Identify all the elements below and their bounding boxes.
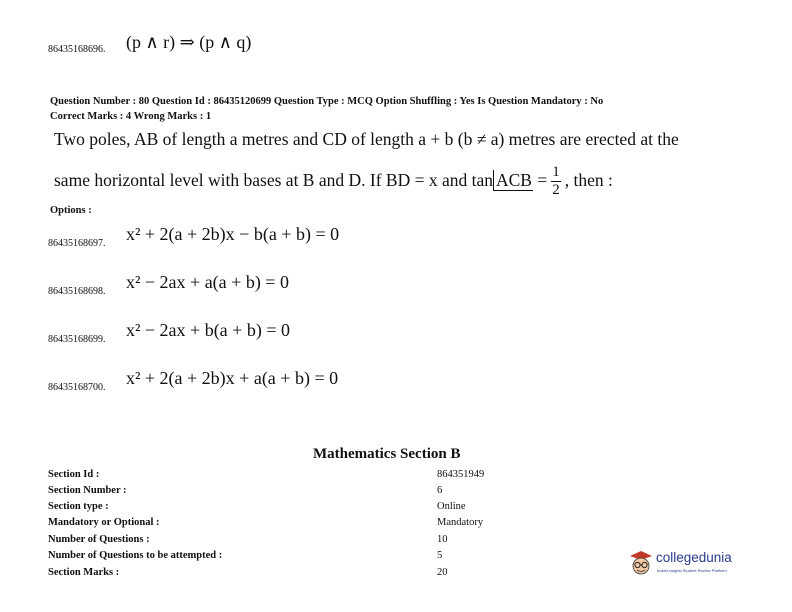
section-info-value: 6 bbox=[437, 485, 443, 496]
fraction-numerator: 1 bbox=[552, 164, 560, 181]
question-text-line-1: Two poles, AB of length a metres and CD of length a + b (b ≠ a) metres are erected at the bbox=[54, 129, 679, 149]
option-id: 86435168700. bbox=[48, 382, 106, 393]
option-id: 86435168697. bbox=[48, 238, 106, 249]
option-expression: x² + 2(a + 2b)x − b(a + b) = 0 bbox=[126, 224, 340, 244]
section-title: Mathematics Section B bbox=[313, 446, 461, 462]
option-id: 86435168698. bbox=[48, 286, 106, 297]
section-info-value: Online bbox=[437, 501, 466, 512]
student-mascot-icon bbox=[626, 548, 656, 578]
section-info-value: Mandatory bbox=[437, 517, 484, 528]
section-info-value: 20 bbox=[437, 567, 448, 578]
question-meta-line: Question Number : 80 Question Id : 86435120699 Question Type : MCQ Option Shuffling : Yes Is Question Mandatory : No bbox=[50, 96, 604, 107]
logo-wordmark: collegedunia bbox=[656, 550, 732, 565]
angle-acb: ACB bbox=[493, 170, 533, 191]
section-info-value: 10 bbox=[437, 534, 448, 545]
option-id: 86435168699. bbox=[48, 334, 106, 345]
section-info-label: Number of Questions : bbox=[48, 534, 150, 545]
option-expression: x² − 2ax + b(a + b) = 0 bbox=[126, 320, 290, 340]
prev-option-id: 86435168696. bbox=[48, 44, 106, 55]
section-info-label: Section Number : bbox=[48, 485, 127, 496]
collegedunia-logo bbox=[626, 548, 746, 580]
fraction-denominator: 2 bbox=[552, 182, 560, 199]
section-info-label: Section Marks : bbox=[48, 567, 120, 578]
options-label: Options : bbox=[50, 205, 92, 216]
section-info-label: Section Id : bbox=[48, 469, 100, 480]
question-text-part-a: same horizontal level with bases at B and D. If BD = x and tan bbox=[54, 170, 493, 190]
option-expression: x² + 2(a + 2b)x + a(a + b) = 0 bbox=[126, 368, 339, 388]
section-info-value: 864351949 bbox=[437, 469, 485, 480]
question-text-line-2 bbox=[54, 160, 613, 200]
fraction-one-half bbox=[551, 165, 561, 198]
equals-sign: = bbox=[537, 170, 548, 190]
question-text-part-b: , then : bbox=[564, 170, 613, 190]
logo-tagline: India's largest Student Review Platform bbox=[657, 568, 727, 573]
prev-option-expression: (p ∧ r) ⇒ (p ∧ q) bbox=[126, 32, 252, 52]
section-info-label: Number of Questions to be attempted : bbox=[48, 550, 223, 561]
section-info-label: Section type : bbox=[48, 501, 109, 512]
option-expression: x² − 2ax + a(a + b) = 0 bbox=[126, 272, 289, 292]
section-info-value: 5 bbox=[437, 550, 443, 561]
question-marks-line: Correct Marks : 4 Wrong Marks : 1 bbox=[50, 111, 212, 122]
section-info-label: Mandatory or Optional : bbox=[48, 517, 160, 528]
